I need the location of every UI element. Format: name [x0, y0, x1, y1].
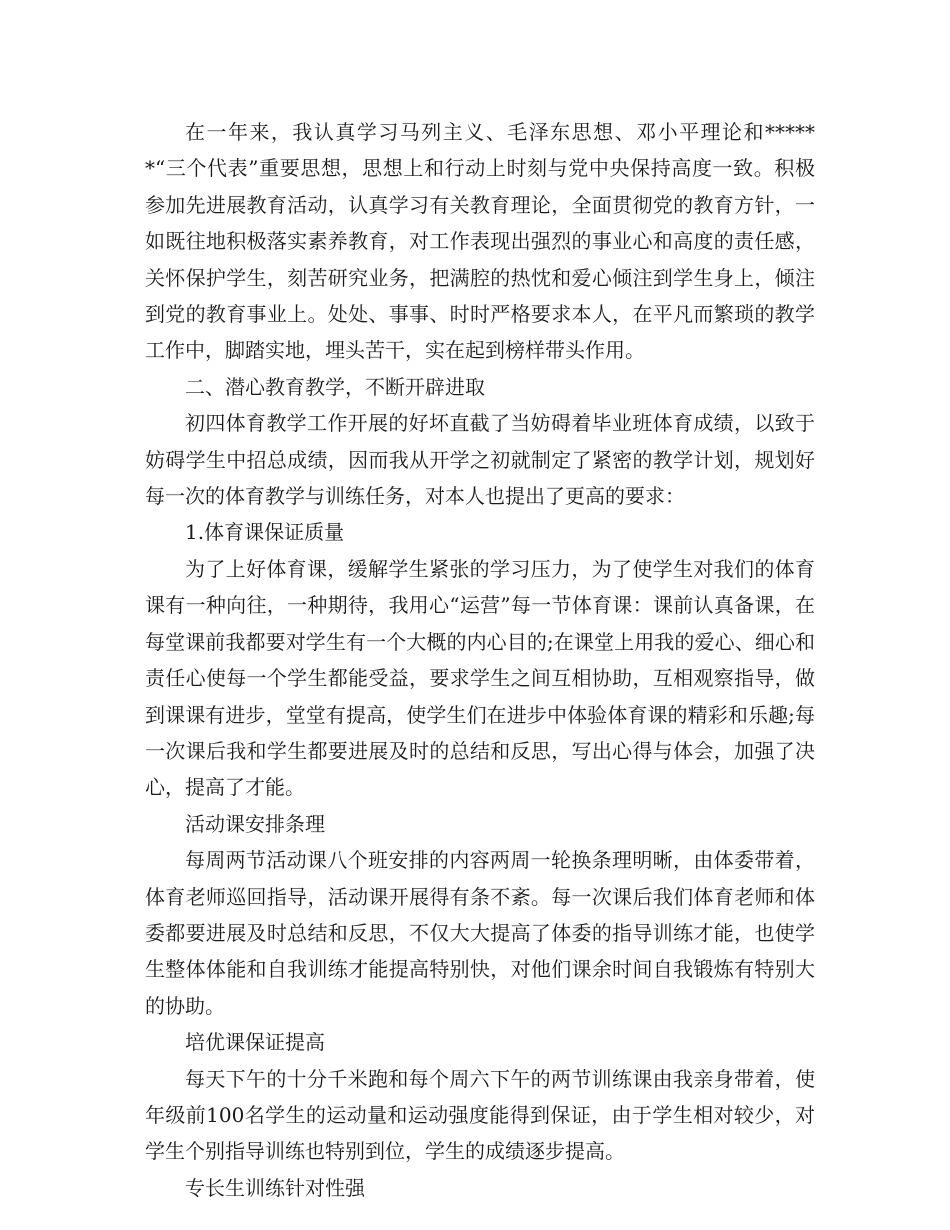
subheading-pe-class-quality: 1.体育课保证质量: [185, 520, 345, 545]
subheading-activity-class: 活动课安排条理: [185, 811, 325, 836]
subheading-specialty-training: 专长生训练针对性强: [185, 1175, 365, 1200]
paragraph-activity-class: 每周两节活动课八个班安排的内容两周一轮换条理明晰，由体委带着，体育老师巡回指导，活动课开展得有条不紊。每一次课后我们体育老师和体委都要进展及时总结和反思，不仅大大提高了体委的指导训练才能，也使学生整体体能和自我训练才能提高特别快，对他们课余时间自我锻炼有特别大的协助。: [145, 848, 815, 1018]
paragraph-political-study: 在一年来，我认真学习马列主义、毛泽东思想、邓小平理论和******“三个代表”重要思想，思想上和行动上时刻与党中央保持高度一致。积极参加先进展教育活动，认真学习有关教育理论，全面贯彻党的教育方针，一如既往地积极落实素养教育，对工作表现出强烈的事业心和高度的责任感，关怀保护学生，刻苦研究业务，把满腔的热忱和爱心倾注到学生身上，倾注到党的教育事业上。处处、事事、时时严格要求本人，在平凡而繁琐的教学工作中，脚踏实地，埋头苦干，实在起到榜样带头作用。: [145, 120, 815, 363]
section-heading-teaching: 二、潜心教育教学，不断开辟进取: [185, 374, 485, 399]
paragraph-advanced-class: 每天下午的十分千米跑和每个周六下午的两节训练课由我亲身带着，使年级前100名学生的运动量和运动强度能得到保证，由于学生相对较少，对学生个别指导训练也特别到位，学生的成绩逐步提高。: [145, 1066, 815, 1164]
subheading-advanced-class: 培优课保证提高: [185, 1030, 325, 1055]
paragraph-pe-class: 为了上好体育课，缓解学生紧张的学习压力，为了使学生对我们的体育课有一种向往，一种期待，我用心“运营”每一节体育课：课前认真备课，在每堂课前我都要对学生有一个大概的内心目的;在课堂上用我的爱心、细心和责任心使每一个学生都能受益，要求学生之间互相协助，互相观察指导，做到课课有进步，堂堂有提高，使学生们在进步中体验体育课的精彩和乐趣;每一次课后我和学生都要进展及时的总结和反思，写出心得与体会，加强了决心，提高了才能。: [145, 556, 815, 800]
paragraph-grade-four-pe: 初四体育教学工作开展的好坏直截了当妨碍着毕业班体育成绩，以致于妨碍学生中招总成绩，因而我从开学之初就制定了紧密的教学计划，规划好每一次的体育教学与训练任务，对本人也提出了更高的要求：: [145, 411, 815, 509]
document-body: [145, 114, 815, 1206]
